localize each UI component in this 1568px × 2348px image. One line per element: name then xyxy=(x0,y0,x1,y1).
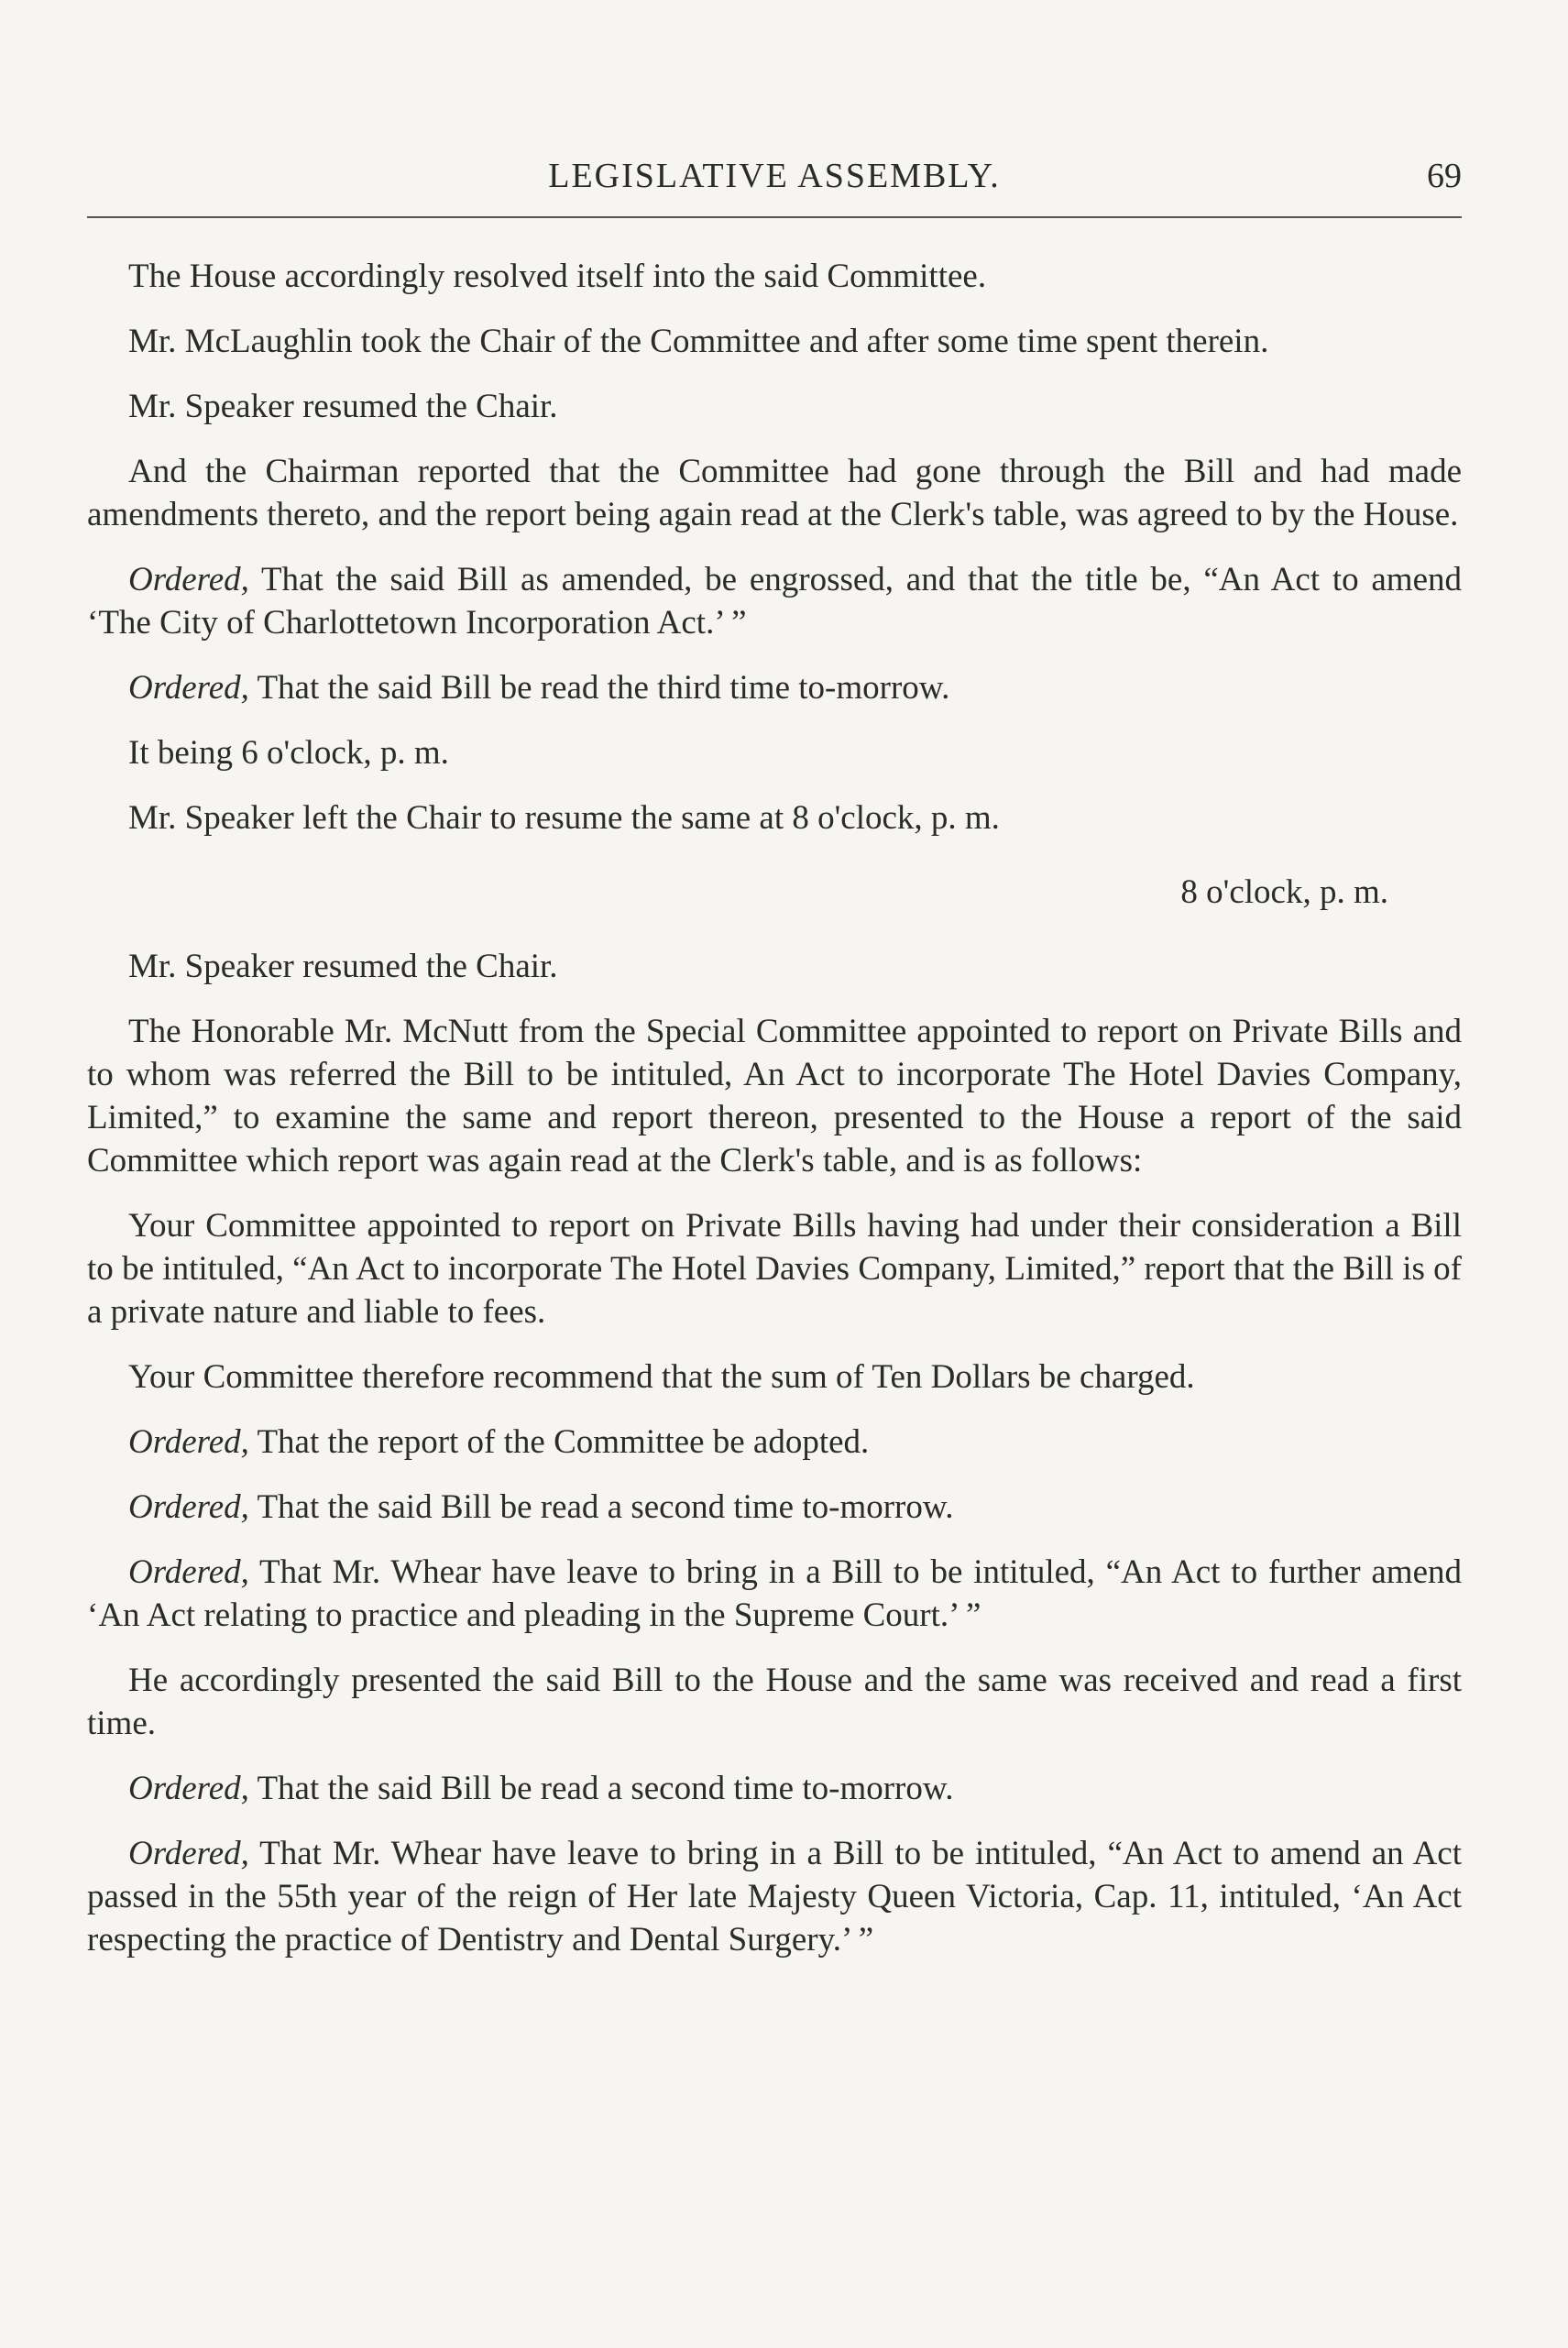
paragraph-text: The Honorable Mr. McNutt from the Special Committee appointed to report on Private Bills and to whom was referred the Bill to be intituled, An Act to incorporate The Hotel Davies Company, Limited,” to examine the same and report thereon, presented to the House a report of the said Committee which report was again read at the Clerk's table, and is as follows: xyxy=(87,1013,1462,1179)
paragraph-text: That the report of the Committee be adopted. xyxy=(248,1423,870,1461)
ordered-lead: Ordered, xyxy=(128,669,249,707)
paragraph xyxy=(87,945,1462,988)
header-rule xyxy=(87,216,1462,218)
paragraph xyxy=(87,1551,1462,1637)
page-number: 69 xyxy=(1427,157,1462,195)
paragraph xyxy=(87,1010,1462,1182)
paragraph-text: He accordingly presented the said Bill to the House and the same was received and read a first time. xyxy=(87,1662,1462,1742)
paragraph xyxy=(87,666,1462,709)
paragraph xyxy=(87,1421,1462,1464)
body-text-before-recess xyxy=(87,255,1462,839)
paragraph-text: Mr. McLaughlin took the Chair of the Committee and after some time spent therein. xyxy=(128,323,1269,360)
timestamp: 8 o'clock, p. m. xyxy=(1180,873,1388,911)
paragraph xyxy=(87,1486,1462,1529)
paragraph-text: That the said Bill be read a second time to-morrow. xyxy=(248,1488,954,1526)
body-text-after-recess xyxy=(87,945,1462,1961)
ordered-lead: Ordered, xyxy=(128,1488,249,1526)
ordered-lead: Ordered, xyxy=(128,1423,249,1461)
running-title: LEGISLATIVE ASSEMBLY. xyxy=(548,157,1001,195)
paragraph-text: Mr. Speaker resumed the Chair. xyxy=(128,948,558,985)
paragraph xyxy=(87,1355,1462,1399)
ordered-lead: Ordered, xyxy=(128,1770,249,1807)
paragraph xyxy=(87,255,1462,298)
paragraph xyxy=(87,320,1462,363)
paragraph xyxy=(87,1767,1462,1810)
running-header xyxy=(87,137,1462,211)
document-page xyxy=(87,137,1462,1983)
paragraph-text: Your Committee therefore recommend that the sum of Ten Dollars be charged. xyxy=(128,1358,1195,1396)
paragraph xyxy=(87,1659,1462,1745)
paragraph-text: Your Committee appointed to report on Private Bills having had under their consideration a Bill to be intituled, “An Act to incorporate The Hotel Davies Company, Limited,” report that the Bill is of a private nature and liable to fees. xyxy=(87,1207,1462,1331)
paragraph xyxy=(87,385,1462,428)
paragraph-text: That the said Bill be read the third time to-morrow. xyxy=(248,669,950,707)
paragraph-text: Mr. Speaker resumed the Chair. xyxy=(128,388,558,425)
paragraph xyxy=(87,796,1462,839)
paragraph xyxy=(87,558,1462,644)
paragraph xyxy=(87,1204,1462,1333)
paragraph-text: That the said Bill as amended, be engrossed, and that the title be, “An Act to amend ‘The City of Charlottetown Incorporation Act.’ ” xyxy=(87,561,1462,642)
paragraph-text: That Mr. Whear have leave to bring in a Bill to be intituled, “An Act to amend an Act passed in the 55th year of the reign of Her late Majesty Queen Victoria, Cap. 11, intituled, ‘An Act respecting the practice of Dentistry and Dental Surgery.’ ” xyxy=(87,1835,1462,1958)
paragraph xyxy=(87,731,1462,774)
ordered-lead: Ordered, xyxy=(128,1553,249,1591)
paragraph xyxy=(87,1832,1462,1961)
paragraph-text: That Mr. Whear have leave to bring in a Bill to be intituled, “An Act to further amend ‘An Act relating to practice and pleading in the Supreme Court.’ ” xyxy=(87,1553,1462,1634)
paragraph-text: It being 6 o'clock, p. m. xyxy=(128,734,449,772)
paragraph-text: That the said Bill be read a second time to-morrow. xyxy=(248,1770,954,1807)
paragraph xyxy=(87,450,1462,536)
ordered-lead: Ordered, xyxy=(128,1835,249,1872)
paragraph-text: Mr. Speaker left the Chair to resume the same at 8 o'clock, p. m. xyxy=(128,799,1000,837)
paragraph-text: And the Chairman reported that the Committee had gone through the Bill and had made amendments thereto, and the report being again read at the Clerk's table, was agreed to by the House. xyxy=(87,453,1462,533)
paragraph-text: The House accordingly resolved itself into the said Committee. xyxy=(128,258,987,295)
ordered-lead: Ordered, xyxy=(128,561,249,598)
